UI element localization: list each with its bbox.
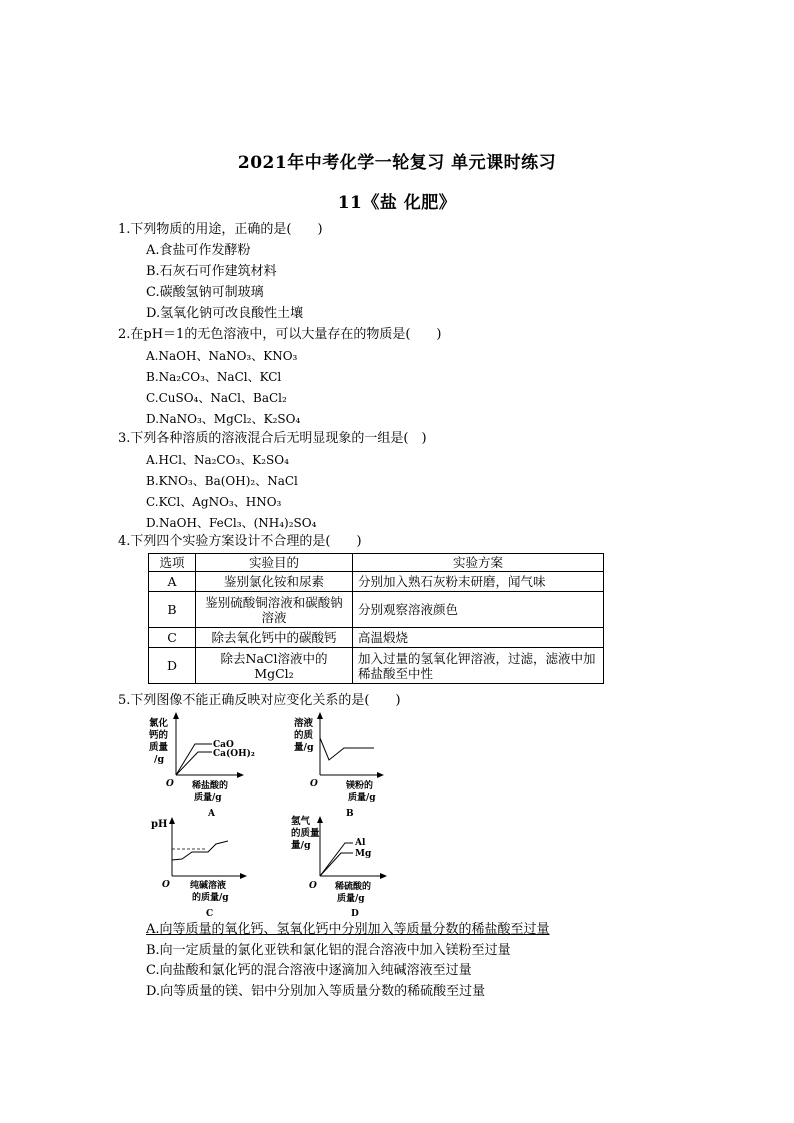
table-header-cell: 实验方案 <box>353 554 604 572</box>
q2-option-a: A.NaOH、NaNO₃、KNO₃ <box>146 349 298 363</box>
table-cell: A <box>149 572 196 592</box>
table-row <box>149 628 604 648</box>
q5-option-b: B.向一定质量的氯化亚铁和氯化铝的混合溶液中加入镁粉至过量 <box>146 943 511 958</box>
table-header-row <box>149 554 604 572</box>
graph-a <box>140 708 260 823</box>
table-cell: D <box>149 648 196 684</box>
curve-mg <box>320 853 353 876</box>
origin-label: O <box>310 779 318 789</box>
curve-caoh2 <box>176 752 212 775</box>
graph-c-xlabel: 的质量/g <box>192 893 229 903</box>
graph-d-label: D <box>351 909 359 919</box>
x-axis-arrow <box>240 873 247 879</box>
graph-a-ylabel: /g <box>154 754 165 765</box>
x-axis-arrow <box>380 873 387 879</box>
q1-option-b: B.石灰石可作建筑材料 <box>146 264 277 279</box>
q3-stem: 3.下列各种溶质的溶液混合后无明显现象的一组是( ) <box>118 431 427 446</box>
page-subtitle: 11《盐 化肥》 <box>337 193 457 213</box>
table-cell: 加入过量的氢氧化钾溶液，过滤，滤液中加稀盐酸至中性 <box>353 648 604 684</box>
q3-option-a: A.HCl、Na₂CO₃、K₂SO₄ <box>146 453 289 467</box>
table-row <box>149 572 604 592</box>
graph-b-ylabel: 量/g <box>294 742 314 753</box>
table-header-cell: 实验目的 <box>196 554 353 572</box>
graph-d-xlabel: 稀硫酸的 <box>335 882 372 892</box>
graph-c-label: C <box>206 909 214 919</box>
q1-option-d: D.氢氧化钠可改良酸性土壤 <box>146 306 304 321</box>
table-cell: 鉴别硫酸铜溶液和碳酸钠溶液 <box>196 592 353 628</box>
graph-a-ylabel: 钙的 <box>149 730 169 741</box>
page-title: 2021年中考化学一轮复习 单元课时练习 <box>237 153 557 173</box>
curve-label: CaO <box>213 740 234 750</box>
graph-a-label: A <box>208 809 215 819</box>
table-cell: 分别观察溶液颜色 <box>353 592 604 628</box>
q5-stem: 5.下列图像不能正确反映对应变化关系的是( ) <box>118 693 401 708</box>
graph-c <box>148 813 268 923</box>
q2-option-c: C.CuSO₄、NaCl、BaCl₂ <box>146 391 287 405</box>
origin-label: O <box>166 779 174 789</box>
y-axis-arrow <box>169 817 175 824</box>
curve-label: Ca(OH)₂ <box>213 749 255 759</box>
graph-d-ylabel: 氢气 <box>291 816 311 827</box>
table-row <box>149 648 604 684</box>
origin-label: O <box>162 880 170 890</box>
table-cell: 除去NaCl溶液中的MgCl₂ <box>196 648 353 684</box>
graph-b-ylabel: 的质 <box>294 730 314 741</box>
table-cell: 分别加入熟石灰粉末研磨，闻气味 <box>353 572 604 592</box>
experiment-table <box>148 553 604 684</box>
table-cell: 高温煅烧 <box>353 628 604 648</box>
curve-solution-mass <box>320 738 374 760</box>
graph-c-ylabel: pH <box>151 819 168 830</box>
graph-a-xlabel: 质量/g <box>194 793 222 803</box>
y-axis-arrow <box>317 712 323 719</box>
graph-d-ylabel: 的质量 <box>291 828 320 839</box>
graph-b-xlabel: 质量/g <box>348 793 376 803</box>
table-cell: B <box>149 592 196 628</box>
q3-option-c: C.KCl、AgNO₃、HNO₃ <box>146 495 282 509</box>
q3-option-b: B.KNO₃、Ba(OH)₂、NaCl <box>146 474 298 488</box>
q1-option-a: A.食盐可作发酵粉 <box>146 243 251 258</box>
table-row <box>149 592 604 628</box>
graph-b-xlabel: 镁粉的 <box>346 781 374 791</box>
curve-ph <box>172 841 228 860</box>
graph-b-ylabel: 溶液 <box>294 718 314 729</box>
graph-a-ylabel: 氯化 <box>149 718 169 729</box>
x-axis-arrow <box>237 772 244 778</box>
q5-option-c: C.向盐酸和氯化钙的混合溶液中逐滴加入纯碱溶液至过量 <box>146 963 472 978</box>
table-header-cell: 选项 <box>149 554 196 572</box>
table-cell: C <box>149 628 196 648</box>
x-axis-arrow <box>377 772 384 778</box>
table-cell: 鉴别氯化铵和尿素 <box>196 572 353 592</box>
curve-label: Mg <box>355 849 372 859</box>
q5-option-d: D.向等质量的镁、铝中分别加入等质量分数的稀硫酸至过量 <box>146 984 486 999</box>
graph-d <box>285 812 400 924</box>
graph-b-label: B <box>346 809 354 819</box>
curve-label: Al <box>355 838 366 848</box>
q5-option-a: A.向等质量的氧化钙、氢氧化钙中分别加入等质量分数的稀盐酸至过量 <box>146 922 550 937</box>
graph-b <box>288 708 398 823</box>
table-cell: 除去氧化钙中的碳酸钙 <box>196 628 353 648</box>
q2-option-b: B.Na₂CO₃、NaCl、KCl <box>146 370 282 384</box>
curve-cao <box>176 744 212 775</box>
graph-d-xlabel: 质量/g <box>337 894 365 904</box>
graph-c-xlabel: 纯碱溶液 <box>190 881 227 891</box>
q4-stem: 4.下列四个实验方案设计不合理的是( ) <box>118 534 362 549</box>
graph-a-xlabel: 稀盐酸的 <box>192 781 229 791</box>
q2-stem: 2.在pH＝1的无色溶液中，可以大量存在的物质是( ) <box>118 327 442 342</box>
q3-option-d: D.NaOH、FeCl₃、(NH₄)₂SO₄ <box>146 516 317 530</box>
y-axis-arrow <box>173 712 179 719</box>
graph-a-ylabel: 质量 <box>149 742 169 753</box>
y-axis-arrow <box>317 816 323 823</box>
graph-d-ylabel: 量/g <box>291 840 311 851</box>
q1-stem: 1.下列物质的用途，正确的是( ) <box>118 222 323 237</box>
q2-option-d: D.NaNO₃、MgCl₂、K₂SO₄ <box>146 412 301 426</box>
origin-label: O <box>309 881 317 891</box>
q1-option-c: C.碳酸氢钠可制玻璃 <box>146 285 264 300</box>
